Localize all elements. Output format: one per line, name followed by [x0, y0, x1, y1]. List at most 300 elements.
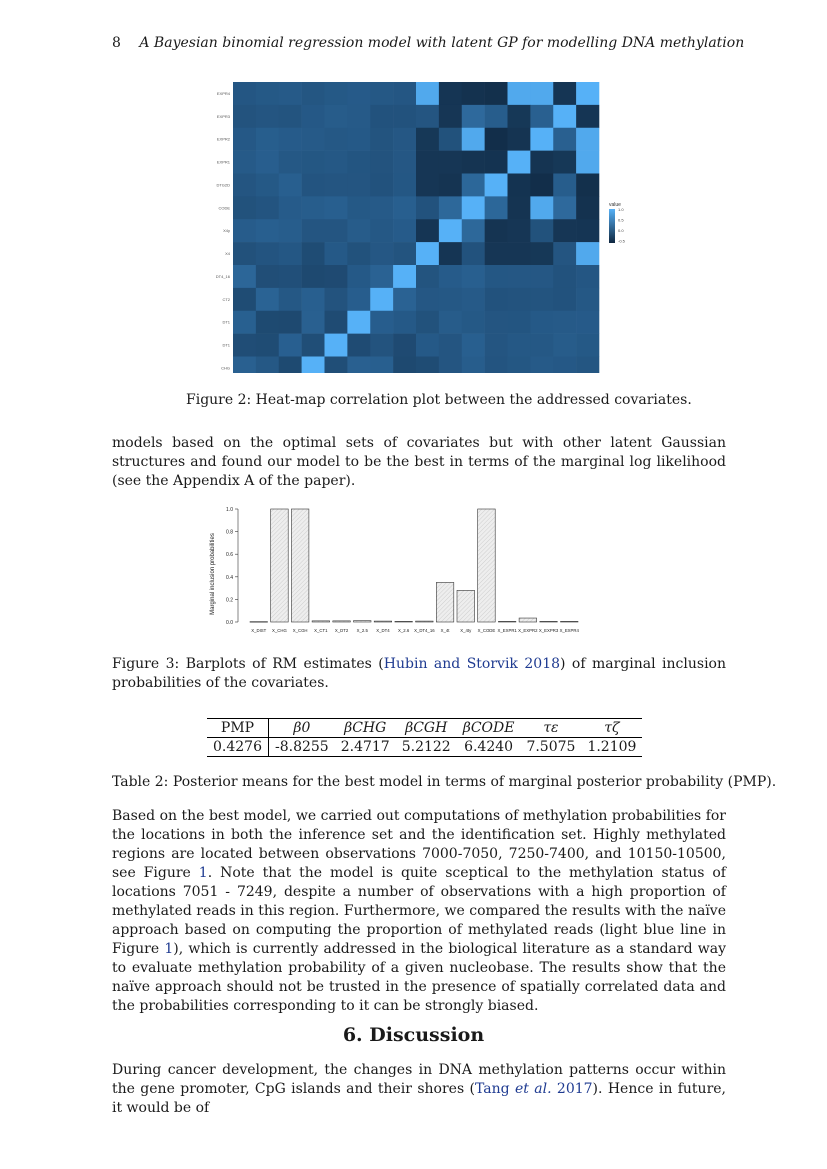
- heatmap-cell: [325, 219, 348, 242]
- heatmap-cell: [462, 288, 485, 311]
- heatmap-cell: [347, 242, 370, 265]
- x-tick-label: X_DT2: [334, 628, 349, 633]
- heatmap-cell: [302, 265, 325, 288]
- heatmap-cell: [508, 196, 531, 219]
- heatmap-cell: [416, 357, 439, 374]
- heatmap-cell: [485, 242, 508, 265]
- heatmap-cell: [416, 174, 439, 197]
- bar: [291, 509, 309, 622]
- y-tick-label: 0.6: [226, 552, 233, 559]
- heatmap-cell: [508, 265, 531, 288]
- heatmap-cell: [233, 242, 256, 265]
- paragraph-3: [112, 1061, 726, 1118]
- heatmap-cell: [462, 128, 485, 151]
- x-tick-labels: [251, 628, 579, 633]
- y-axis-label: Marginal inclusion probabilities: [210, 533, 216, 615]
- heatmap-cell: [233, 105, 256, 128]
- heatmap-cell: [370, 196, 393, 219]
- y-axis: [226, 507, 238, 626]
- y-tick-label: 1.0: [226, 507, 233, 513]
- heatmap-cell: [416, 265, 439, 288]
- bar: [374, 621, 392, 622]
- table-header: τε: [520, 719, 581, 738]
- heatmap-cell: [302, 357, 325, 374]
- heatmap-row-label: DT1: [222, 342, 230, 348]
- heatmap-cell: [508, 311, 531, 334]
- heatmap-cell: [347, 82, 370, 105]
- heatmap-cell: [530, 219, 553, 242]
- heatmap-row-label: CT2: [222, 296, 230, 302]
- y-tick-label: 0.2: [226, 597, 233, 604]
- heatmap-cell: [485, 265, 508, 288]
- heatmap-cell: [416, 151, 439, 174]
- heatmap-cell: [256, 265, 279, 288]
- bar: [333, 621, 351, 622]
- heatmap-cell: [370, 105, 393, 128]
- paragraph-2: [112, 807, 726, 1016]
- heatmap-cell: [530, 82, 553, 105]
- heatmap-cell: [233, 311, 256, 334]
- running-title: A Bayesian binomial regression model with latent GP for modelling DNA methylation: [139, 35, 745, 51]
- heatmap-cell: [279, 288, 302, 311]
- heatmap-cell: [576, 265, 599, 288]
- heatmap-cell: [462, 105, 485, 128]
- heatmap-cell: [325, 151, 348, 174]
- bar: [498, 621, 516, 622]
- heatmap-cell: [370, 288, 393, 311]
- heatmap-cell: [576, 219, 599, 242]
- figure-2-caption: Figure 2: Heat-map correlation plot between the addressed covariates.: [186, 392, 692, 408]
- heatmap-cell: [508, 128, 531, 151]
- heatmap-cell: [576, 82, 599, 105]
- heatmap-cell: [302, 82, 325, 105]
- heatmap-cell: [439, 219, 462, 242]
- heatmap-row-label: DTG2D: [216, 182, 230, 188]
- heatmap-cell: [302, 174, 325, 197]
- heatmap-cell: [553, 334, 576, 357]
- heatmap-cell: [302, 105, 325, 128]
- heatmap-cell: [530, 105, 553, 128]
- heatmap-cell: [576, 128, 599, 151]
- bar: [457, 590, 475, 622]
- heatmap-cell: [233, 151, 256, 174]
- heatmap-row-label: CHG: [221, 365, 230, 371]
- heatmap-row-label: CODE: [218, 205, 230, 211]
- x-tick-label: X_EXPR3: [538, 628, 559, 633]
- heatmap-cell: [485, 311, 508, 334]
- page-header: [112, 35, 744, 51]
- heatmap-cell: [576, 151, 599, 174]
- heatmap-row-label: EXPR2: [216, 136, 230, 142]
- caption-text: Figure 3: Barplots of RM estimates (: [112, 656, 384, 672]
- heatmap-cell: [256, 82, 279, 105]
- heatmap-cell: [553, 174, 576, 197]
- heatmap-cell: [325, 288, 348, 311]
- heatmap-cell: [256, 357, 279, 374]
- heatmap-cell: [439, 357, 462, 374]
- heatmap-cell: [576, 196, 599, 219]
- heatmap-cell: [256, 174, 279, 197]
- heatmap-cell: [553, 311, 576, 334]
- x-tick-label: X_4t: [440, 628, 450, 633]
- heatmap-cell: [393, 174, 416, 197]
- heatmap-row-label: EXPR3: [216, 113, 230, 119]
- heatmap-cell: [370, 151, 393, 174]
- heatmap-cell: [439, 82, 462, 105]
- heatmap-cell: [302, 151, 325, 174]
- heatmap-cell: [279, 82, 302, 105]
- paragraph-text: . Note that the model is quite sceptical to the methylation status of locations 7051 - 7249, despite a number of observations with a high proportion of methylated reads in this region. Furthermore, we compared the results with the naïve approach based on computing the proportion of methylated reads (light blue line in Figure: [112, 865, 726, 957]
- legend-colorbar: [609, 209, 615, 243]
- heatmap-cell: [325, 174, 348, 197]
- heatmap-cell: [508, 334, 531, 357]
- table-cell: 1.2109: [587, 739, 637, 755]
- table-cell: 5.2122: [401, 739, 451, 755]
- heatmap-cell: [279, 265, 302, 288]
- heatmap-cell: [485, 334, 508, 357]
- x-tick-label: X_CT1: [314, 628, 328, 633]
- citation-link[interactable]: Hubin and Storvik 2018: [383, 656, 561, 672]
- x-tick-label: X_DT4: [376, 628, 390, 633]
- bars: [250, 509, 578, 622]
- heatmap-cell: [347, 357, 370, 374]
- table-header: β0: [269, 719, 335, 738]
- heatmap-row-labels: [216, 91, 231, 373]
- heatmap-cell: [233, 128, 256, 151]
- table-cell: 2.4717: [340, 739, 390, 755]
- heatmap-cell: [553, 151, 576, 174]
- table-cell: 6.4240: [464, 739, 514, 755]
- heatmap-cell: [462, 265, 485, 288]
- heatmap-cell: [416, 82, 439, 105]
- heatmap-cell: [302, 242, 325, 265]
- heatmap-cell: [576, 288, 599, 311]
- x-tick-label: X_EXPR1: [497, 628, 517, 633]
- heatmap-cell: [279, 219, 302, 242]
- heatmap-cells: [233, 82, 599, 373]
- heatmap-cell: [508, 242, 531, 265]
- heatmap-cell: [233, 334, 256, 357]
- heatmap-cell: [233, 265, 256, 288]
- heatmap-cell: [279, 357, 302, 374]
- heatmap-cell: [553, 265, 576, 288]
- heatmap-cell: [393, 151, 416, 174]
- heatmap-cell: [370, 265, 393, 288]
- heatmap-cell: [553, 105, 576, 128]
- heatmap-cell: [393, 196, 416, 219]
- bar-chart: [200, 502, 620, 642]
- citation-year: 2017: [551, 1081, 593, 1097]
- heatmap-cell: [302, 334, 325, 357]
- heatmap-cell: [347, 128, 370, 151]
- heatmap-cell: [576, 334, 599, 357]
- heatmap-cell: [553, 128, 576, 151]
- page-number: 8: [112, 35, 121, 51]
- heatmap-cell: [393, 334, 416, 357]
- table-header: βCGH: [396, 719, 457, 738]
- heatmap-cell: [347, 288, 370, 311]
- heatmap-cell: [279, 128, 302, 151]
- heatmap-cell: [485, 357, 508, 374]
- heatmap-cell: [347, 311, 370, 334]
- heatmap-cell: [325, 128, 348, 151]
- table-cell: 7.5075: [526, 739, 576, 755]
- heatmap-cell: [370, 334, 393, 357]
- bar: [250, 622, 268, 623]
- heatmap-cell: [485, 151, 508, 174]
- table-header: PMP: [207, 719, 269, 738]
- paragraph-text: During cancer development, the changes in DNA methylation patterns occur within the gene promoter, CpG islands and their shores (: [112, 1062, 726, 1097]
- heatmap-cell: [325, 311, 348, 334]
- heatmap-row-label: X4: [225, 251, 230, 257]
- paragraph-text: ). Hence in future, it would be of: [112, 1081, 726, 1116]
- heatmap-cell: [256, 242, 279, 265]
- bar: [416, 621, 434, 622]
- heatmap-cell: [462, 334, 485, 357]
- heatmap-cell: [370, 242, 393, 265]
- heatmap-cell: [462, 219, 485, 242]
- heatmap-cell: [393, 311, 416, 334]
- heatmap-cell: [462, 196, 485, 219]
- heatmap-cell: [233, 288, 256, 311]
- heatmap-cell: [553, 82, 576, 105]
- bar: [395, 621, 413, 622]
- legend-tick-label: 1.0: [618, 207, 624, 212]
- heatmap-cell: [439, 128, 462, 151]
- bar: [312, 621, 330, 622]
- legend-tick-label: 0.5: [618, 217, 624, 223]
- heatmap-cell: [347, 334, 370, 357]
- paragraph-1: models based on the optimal sets of covariates but with other latent Gaussian structures and found our model to be the best in terms of the marginal log likelihood (see the Appendix A of the paper).: [112, 435, 726, 489]
- heatmap-cell: [302, 311, 325, 334]
- heatmap-cell: [439, 105, 462, 128]
- heatmap-cell: [416, 196, 439, 219]
- citation-etal: et al.: [514, 1081, 552, 1097]
- heatmap-cell: [347, 105, 370, 128]
- heatmap-cell: [279, 151, 302, 174]
- heatmap-cell: [325, 334, 348, 357]
- heatmap-cell: [416, 105, 439, 128]
- bar: [354, 621, 372, 622]
- heatmap-cell: [279, 334, 302, 357]
- heatmap-cell: [233, 196, 256, 219]
- table-header: βCHG: [335, 719, 396, 738]
- heatmap-cell: [530, 288, 553, 311]
- paragraph-text: ), which is currently addressed in the biological literature as a standard way to evaluate methylation probability of a given nucleobase. The results show that the naïve approach should not be trusted in the presence of spatially correlated data and the probabilities corresponding to it can be strongly biased.: [112, 941, 726, 1014]
- heatmap-cell: [256, 219, 279, 242]
- heatmap-cell: [416, 219, 439, 242]
- heatmap-cell: [416, 128, 439, 151]
- heatmap-cell: [279, 174, 302, 197]
- heatmap-cell: [508, 174, 531, 197]
- heatmap-cell: [393, 82, 416, 105]
- heatmap-cell: [347, 265, 370, 288]
- heatmap-row-label: X4y: [223, 228, 230, 234]
- heatmap-row-label: EXPR1: [216, 159, 230, 165]
- x-tick-label: X_4ty: [460, 628, 472, 633]
- heatmap-cell: [530, 265, 553, 288]
- heatmap-cell: [576, 174, 599, 197]
- heatmap-row-label: DT1: [222, 319, 230, 325]
- heatmap-cell: [325, 105, 348, 128]
- y-tick-label: 0.4: [226, 574, 233, 581]
- heatmap-cell: [485, 288, 508, 311]
- heatmap-cell: [553, 357, 576, 374]
- heatmap-cell: [325, 196, 348, 219]
- heatmap-cell: [347, 151, 370, 174]
- x-tick-label: X_DIST: [251, 628, 267, 633]
- heatmap-cell: [347, 219, 370, 242]
- heatmap-cell: [462, 174, 485, 197]
- heatmap-cell: [416, 334, 439, 357]
- x-tick-label: X_CODE: [477, 628, 496, 633]
- heatmap-cell: [256, 288, 279, 311]
- heatmap-cell: [302, 288, 325, 311]
- x-tick-label: X_CGH: [292, 628, 308, 633]
- heatmap-cell: [508, 219, 531, 242]
- heatmap-cell: [508, 288, 531, 311]
- heatmap-cell: [325, 265, 348, 288]
- heatmap-cell: [393, 288, 416, 311]
- x-tick-label: X_2.5: [356, 628, 368, 633]
- heatmap-cell: [393, 219, 416, 242]
- heatmap-cell: [370, 82, 393, 105]
- table-header: βCODE: [457, 719, 521, 738]
- bar: [271, 509, 289, 622]
- heatmap-cell: [576, 105, 599, 128]
- heatmap-cell: [233, 219, 256, 242]
- heatmap-cell: [485, 82, 508, 105]
- citation-link[interactable]: [475, 1081, 593, 1097]
- legend-tick-label: 0.0: [618, 228, 624, 233]
- heatmap-cell: [439, 174, 462, 197]
- heatmap-cell: [416, 311, 439, 334]
- heatmap-cell: [462, 242, 485, 265]
- heatmap-cell: [393, 265, 416, 288]
- heatmap-cell: [439, 334, 462, 357]
- legend-title: value: [609, 202, 621, 208]
- caption-text: ) of marginal inclusion probabilities of the covariates.: [112, 656, 726, 691]
- heatmap-cell: [370, 311, 393, 334]
- heatmap-cell: [302, 219, 325, 242]
- heatmap-cell: [347, 174, 370, 197]
- table-header-row: [207, 719, 642, 738]
- bar: [540, 621, 558, 622]
- heatmap-cell: [508, 105, 531, 128]
- heatmap-cell: [393, 128, 416, 151]
- x-tick-label: X_EXPR4: [559, 628, 579, 633]
- x-tick-label: X_CHG: [272, 628, 287, 633]
- heatmap-cell: [462, 151, 485, 174]
- bar: [478, 509, 496, 622]
- heatmap-cell: [530, 334, 553, 357]
- heatmap-cell: [233, 82, 256, 105]
- heatmap-cell: [439, 265, 462, 288]
- heatmap-cell: [553, 242, 576, 265]
- heatmap-cell: [530, 311, 553, 334]
- heatmap-cell: [256, 334, 279, 357]
- heatmap-cell: [508, 151, 531, 174]
- heatmap-cell: [508, 357, 531, 374]
- heatmap-cell: [462, 82, 485, 105]
- heatmap-cell: [233, 357, 256, 374]
- heatmap-cell: [530, 174, 553, 197]
- heatmap-cell: [347, 196, 370, 219]
- legend-tick-label: -0.5: [618, 238, 625, 244]
- figure-ref-link[interactable]: 1: [198, 865, 208, 881]
- heatmap-cell: [279, 311, 302, 334]
- x-tick-label: X_2.6: [398, 628, 410, 633]
- table-cell: 0.4276: [207, 738, 269, 757]
- heatmap-cell: [233, 174, 256, 197]
- heatmap-cell: [256, 151, 279, 174]
- heatmap-cell: [439, 196, 462, 219]
- heatmap-cell: [553, 219, 576, 242]
- heatmap-cell: [462, 357, 485, 374]
- heatmap-cell: [530, 357, 553, 374]
- heatmap-cell: [485, 105, 508, 128]
- heatmap-legend: [609, 202, 626, 244]
- heatmap-cell: [576, 242, 599, 265]
- heatmap-cell: [370, 174, 393, 197]
- heatmap-cell: [462, 311, 485, 334]
- heatmap-cell: [485, 196, 508, 219]
- heatmap-cell: [530, 196, 553, 219]
- heatmap-cell: [393, 357, 416, 374]
- heatmap-cell: [485, 128, 508, 151]
- heatmap-cell: [530, 242, 553, 265]
- heatmap-cell: [279, 105, 302, 128]
- table-row: [207, 738, 642, 757]
- heatmap-cell: [370, 128, 393, 151]
- heatmap-cell: [553, 288, 576, 311]
- results-table: [207, 718, 642, 757]
- heatmap-cell: [370, 219, 393, 242]
- heatmap-row-label: EXPR4: [216, 90, 230, 96]
- heatmap-figure: [195, 78, 635, 373]
- heatmap-cell: [256, 311, 279, 334]
- heatmap-cell: [485, 219, 508, 242]
- section-heading: 6. Discussion: [342, 1024, 485, 1046]
- heatmap-cell: [576, 311, 599, 334]
- heatmap-cell: [416, 242, 439, 265]
- table-cell: -8.8255: [275, 739, 329, 755]
- heatmap-cell: [576, 357, 599, 374]
- y-tick-label: 0.0: [226, 620, 233, 626]
- bar: [561, 621, 579, 622]
- heatmap-cell: [393, 105, 416, 128]
- heatmap-cell: [256, 196, 279, 219]
- heatmap-cell: [256, 128, 279, 151]
- y-tick-label: 0.8: [226, 529, 233, 536]
- heatmap-cell: [279, 242, 302, 265]
- paragraph-text: Based on the best model, we carried out computations of methylation probabilities for the locations in both the inference set and the identification set. Highly methylated regions are located between observations 7000-7050, 7250-7400, and 10150-10500, see Figure: [112, 808, 726, 881]
- heatmap-cell: [439, 311, 462, 334]
- x-tick-label: X_DT4_16: [414, 628, 435, 633]
- table-header: τζ: [581, 719, 642, 738]
- bar: [519, 618, 537, 622]
- figure-ref-link[interactable]: 1: [164, 941, 174, 957]
- figure-3-caption: [112, 655, 726, 693]
- heatmap-cell: [530, 128, 553, 151]
- heatmap-cell: [439, 151, 462, 174]
- heatmap-cell: [439, 242, 462, 265]
- heatmap-cell: [370, 357, 393, 374]
- heatmap-cell: [302, 196, 325, 219]
- bar: [436, 582, 454, 622]
- heatmap-cell: [530, 151, 553, 174]
- heatmap-cell: [256, 105, 279, 128]
